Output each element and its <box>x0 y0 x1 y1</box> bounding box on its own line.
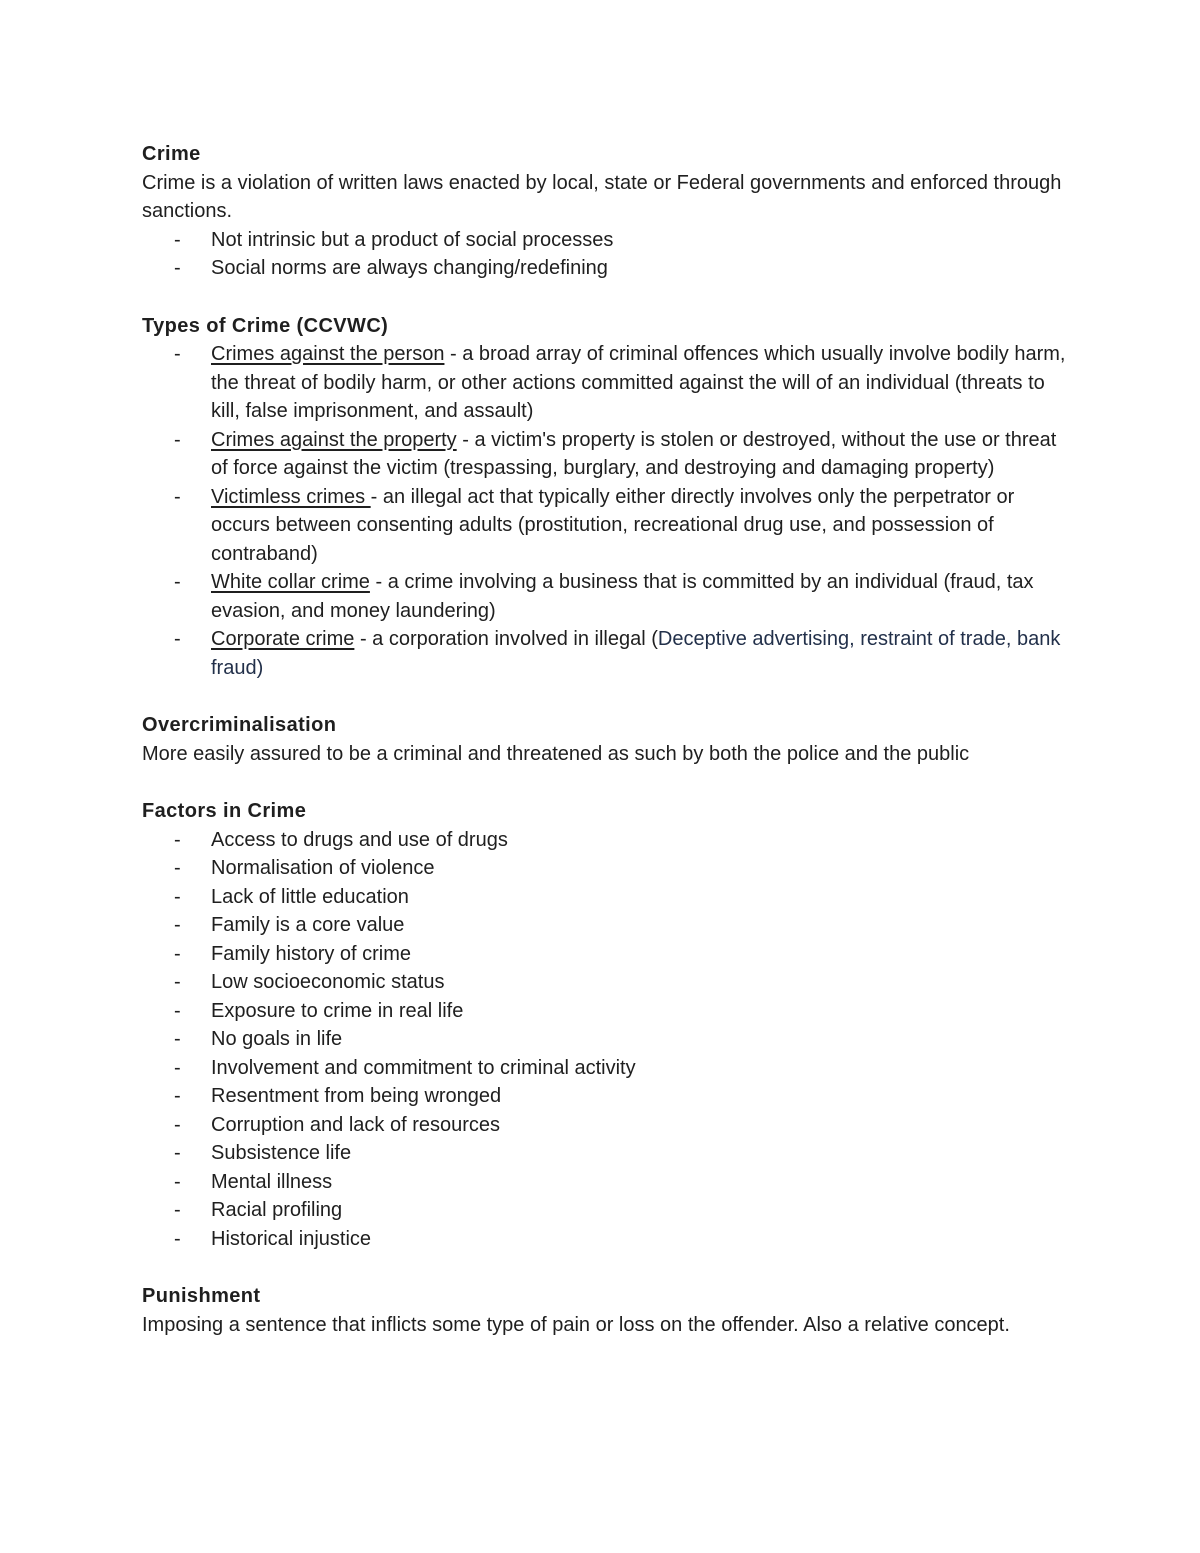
bullet-dash: - <box>174 1199 181 1221</box>
crime-type-examples: Deceptive advertising, restraint of trade, bank fraud) <box>211 628 1061 679</box>
overcriminalisation-text: More easily assured to be a criminal and threatened as such by both the police and the public <box>142 742 970 765</box>
crime-type-term: Corporate crime <box>211 628 355 650</box>
bullet-dash: - <box>174 628 181 650</box>
heading-overcriminalisation: Overcriminalisation <box>142 714 337 736</box>
bullet-dash: - <box>174 1028 181 1050</box>
crime-type-description: - a corporation involved in illegal ( <box>354 628 658 650</box>
list-item: - No goals in life <box>142 1025 1067 1054</box>
list-item: - Not intrinsic but a product of social processes <box>142 226 1067 255</box>
crime-bullet-list <box>142 226 1067 283</box>
list-item: - Historical injustice <box>142 1225 1067 1254</box>
crime-type-term: Crimes against the property <box>211 428 457 451</box>
heading-factors-in-crime: Factors in Crime <box>142 800 307 822</box>
heading-crime: Crime <box>142 143 201 165</box>
crime-type-description: - a victim's property is stolen or destroyed, without the use or threat of force against the victim (trespassing, burglary, and destroying and damaging property) <box>211 428 1057 479</box>
bullet-dash: - <box>174 1227 181 1250</box>
list-item: - Low socioeconomic status <box>142 968 1067 997</box>
crime-type-term: White collar crime <box>211 571 370 593</box>
bullet-dash: - <box>174 1085 181 1107</box>
bullet-dash: - <box>174 999 181 1022</box>
bullet-dash: - <box>174 828 181 851</box>
list-item: - Access to drugs and use of drugs <box>142 826 1067 855</box>
bullet-dash: - <box>174 343 181 365</box>
punishment-text: Imposing a sentence that inflicts some type of pain or loss on the offender. Also a relative concept. <box>142 1313 1010 1336</box>
list-item: - Family is a core value <box>142 911 1067 940</box>
list-item: - Social norms are always changing/redefining <box>142 254 1067 283</box>
bullet-dash: - <box>174 257 181 279</box>
list-item: - Lack of little education <box>142 883 1067 912</box>
crime-definition: Crime is a violation of written laws enacted by local, state or Federal governments and enforced through sanctions. <box>142 171 1062 222</box>
bullet-dash: - <box>174 942 181 965</box>
list-item: - Resentment from being wronged <box>142 1082 1067 1111</box>
list-item: - Subsistence life <box>142 1139 1067 1168</box>
crime-type-term: Victimless crimes <box>211 485 371 508</box>
bullet-dash: - <box>174 971 181 993</box>
heading-types-of-crime: Types of Crime (CCVWC) <box>142 314 389 337</box>
bullet-dash: - <box>174 1113 181 1136</box>
types-list <box>142 340 1067 682</box>
bullet-dash: - <box>174 1056 181 1079</box>
list-item: - Exposure to crime in real life <box>142 997 1067 1026</box>
document-content <box>142 140 1067 1339</box>
heading-punishment: Punishment <box>142 1285 261 1307</box>
list-item: - Involvement and commitment to criminal activity <box>142 1054 1067 1083</box>
bullet-dash: - <box>174 228 181 251</box>
bullet-dash: - <box>174 857 181 879</box>
list-item <box>142 426 1067 483</box>
crime-type-term: Crimes against the person <box>211 343 445 365</box>
bullet-dash: - <box>174 1170 181 1193</box>
list-item: - Normalisation of violence <box>142 854 1067 883</box>
bullet-dash: - <box>174 885 181 908</box>
list-item <box>142 625 1067 682</box>
crime-type-description: - a crime involving a business that is committed by an individual (fraud, tax evasion, and money laundering) <box>211 571 1034 622</box>
factors-list <box>142 826 1067 1254</box>
list-item <box>142 340 1067 426</box>
crime-type-description: - a broad array of criminal offences which usually involve bodily harm, the threat of bodily harm, or other actions committed against the will of an individual (threats to kill, false imprisonment, and assault) <box>211 343 1066 422</box>
list-item: - Family history of crime <box>142 940 1067 969</box>
bullet-dash: - <box>174 1142 181 1164</box>
list-item: - Racial profiling <box>142 1196 1067 1225</box>
crime-type-description: - an illegal act that typically either directly involves only the perpetrator or occurs between consenting adults (prostitution, recreational drug use, and possession of contraband) <box>211 485 1015 565</box>
list-item <box>142 483 1067 569</box>
bullet-dash: - <box>174 571 181 593</box>
bullet-dash: - <box>174 485 181 508</box>
bullet-dash: - <box>174 914 181 936</box>
list-item <box>142 568 1067 625</box>
list-item: - Corruption and lack of resources <box>142 1111 1067 1140</box>
bullet-dash: - <box>174 428 181 451</box>
list-item: - Mental illness <box>142 1168 1067 1197</box>
